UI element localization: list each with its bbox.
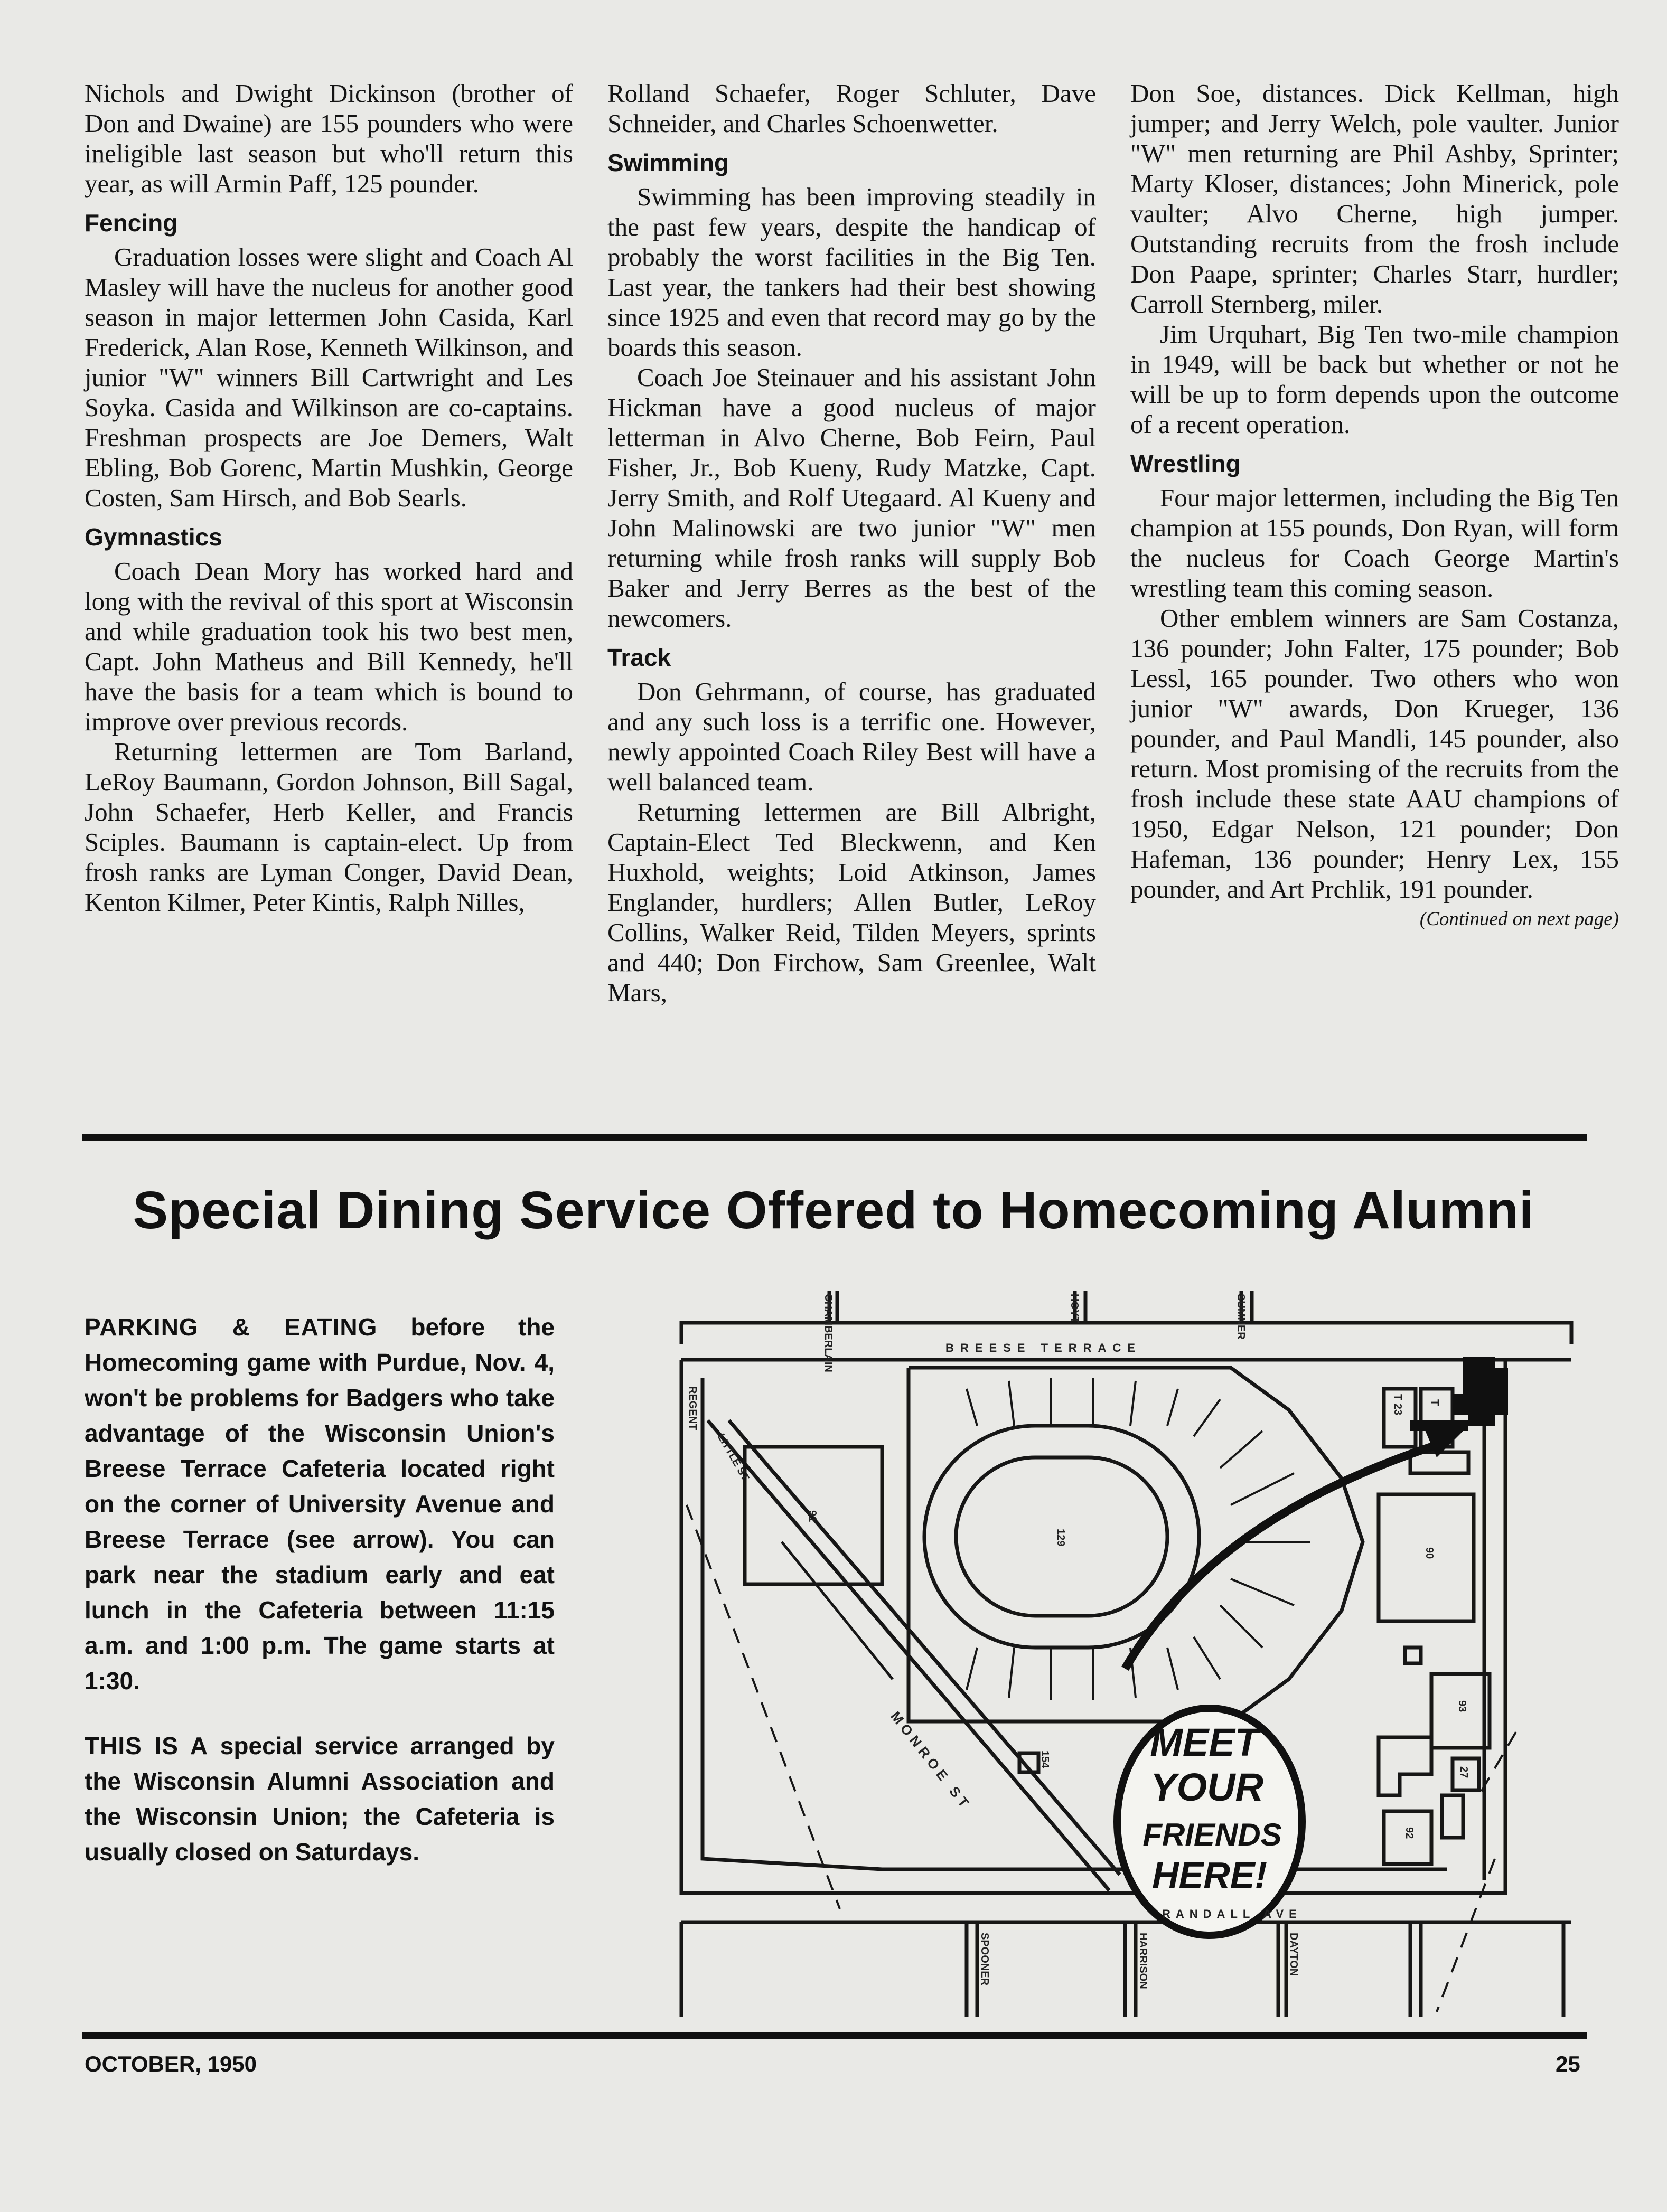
street-outline — [681, 1922, 977, 2017]
feature-sidebar — [85, 1310, 555, 1899]
section-heading-wrestling: Wrestling — [1130, 450, 1241, 477]
street-label: HARRISON — [1137, 1933, 1149, 1989]
street-outline — [1278, 1922, 1286, 2017]
lead-in: PARKING & EATING — [85, 1313, 378, 1341]
paragraph: Rolland Schaefer, Roger Schluter, Dave Schneider, and Charles Schoenwetter. — [607, 79, 1096, 138]
street-label: SPOONER — [979, 1933, 990, 1986]
street-label: LITTLE ST — [715, 1432, 752, 1483]
paragraph: Other emblem winners are Sam Costanza, 136 pounder; John Falter, 175 pounder; Bob Lessl, 165 pounder. Two others who won junior "W" awards, Don Krueger, 136 pounder, and Paul Mandli, 145 pounder, also return. Most promising of the recruits from the frosh include these state AAU champions of 1950, Edgar Nelson, 121 pounder; Don Hafeman, 136 pounder; Henry Lex, 155 pounder, and Art Prchlik, 191 pounder. — [1130, 604, 1619, 903]
paragraph: Jim Urquhart, Big Ten two-mile champion in 1949, will be back but whether or not he will be up to form depends upon the outcome of a recent operation. — [1130, 319, 1619, 439]
paragraph: Don Soe, distances. Dick Kellman, high jumper; and Jerry Welch, pole vaulter. Junior "W" men returning are Phil Ashby, Sprinter; Marty Kloser, distances; John Minerick, pole vaulter; Alvo Cherne, high jumper. Outstanding recruits from the frosh include Don Paape, sprinter; Charles Starr, hurdler; Carroll Sternberg, miler. — [1130, 79, 1619, 318]
street-outline — [1410, 1922, 1421, 2017]
building-label: T 23 — [1392, 1394, 1403, 1416]
divider-rule-top — [82, 1134, 1587, 1141]
paragraph: Graduation losses were slight and Coach Al Masley will have the nucleus for another good season in major lettermen John Casida, Karl Frederick, Alan Rose, Kenneth Wilkinson, and junior "W" winners Bill Cartwright and Les Soyka. Casida and Wilkinson are co-captains. Freshman prospects are Joe Demers, Walt Ebling, Bob Gorenc, Martin Mushkin, George Costen, Sam Hirsch, and Bob Searls. — [85, 242, 573, 512]
building-label: 93 — [1456, 1700, 1468, 1712]
feature-paragraph-2 — [85, 1728, 555, 1870]
dashed-line — [1437, 1859, 1495, 2012]
street-outline — [681, 1323, 1571, 1344]
dashed-line — [687, 1505, 840, 1909]
section-heading-fencing: Fencing — [85, 209, 178, 237]
callout-line: FRIENDS — [1142, 1817, 1282, 1852]
callout-line: HERE! — [1152, 1855, 1267, 1896]
paragraph: Returning lettermen are Tom Barland, LeRoy Baumann, Gordon Johnson, Bill Sagal, John Schaefer, Herb Keller, and Francis Sciples. Baumann is captain-elect. Up from frosh ranks are Lyman Conger, David Dean, Kenton Kilmer, Peter Kintis, Ralph Nilles, — [85, 737, 573, 917]
street-label: MONROE ST — [887, 1708, 975, 1814]
street-label: HOYT — [1069, 1294, 1080, 1323]
building-label: T — [1429, 1399, 1440, 1406]
page-number: 25 — [1556, 2051, 1580, 2076]
section-heading-swimming: Swimming — [607, 149, 729, 176]
lot-outline — [703, 1378, 1447, 1869]
building-small — [1405, 1648, 1421, 1663]
paragraph: Coach Dean Mory has worked hard and long with the revival of this sport at Wisconsin and while graduation took his two best men, Capt. John Matheus and Bill Kennedy, he'll have the basis for a team which is bound to improve over previous records. — [85, 557, 573, 736]
section-heading-track: Track — [607, 644, 671, 671]
feature-body: special service arranged by the Wisconsin Alumni Association and the Wisconsin Union; the Cafeteria is usually closed on Saturdays. — [85, 1732, 555, 1866]
paragraph: Don Gehrmann, of course, has graduated and any such loss is a terrific one. However, newly appointed Coach Riley Best will have a well balanced team. — [607, 677, 1096, 796]
building-label: 154 — [1039, 1750, 1051, 1768]
street-label: REGENT — [687, 1386, 698, 1430]
paragraph: Returning lettermen are Bill Albright, Captain-Elect Ted Bleckwenn, and Ken Huxhold, weights; Loid Atkinson, James Englander, hurdlers; Allen Butler, LeRoy Collins, Walker Reid, Tilden Meyers, sprints and 440; Don Firchow, Sam Greenlee, Walt Mars, — [607, 797, 1096, 1007]
street-label: SUMNER — [1235, 1294, 1247, 1340]
building-label: 90 — [1423, 1547, 1435, 1559]
building-small — [1442, 1795, 1463, 1838]
article-column-1 — [85, 78, 573, 917]
building-label: 129 — [1055, 1529, 1066, 1547]
paragraph: Swimming has been improving steadily in the past few years, despite the handicap of probably the worst facilities in the Big Ten. Last year, the tankers had their best showing since 1925 and even that record may go by the boards this season. — [607, 182, 1096, 362]
callout-line: MEET — [1150, 1720, 1259, 1764]
street-outline — [1125, 1922, 1136, 2017]
building-label: 91 — [807, 1510, 818, 1522]
divider-rule-bottom — [82, 2032, 1587, 2039]
lead-in: THIS IS A — [85, 1732, 209, 1759]
monroe-street — [708, 1420, 1120, 1890]
street-label: DAYTON — [1288, 1933, 1299, 1976]
paragraph: Nichols and Dwight Dickinson (brother of Don and Dwaine) are 155 pounders who were ineligible last season but who'll return this year, as will Armin Paff, 125 pounder. — [85, 79, 573, 198]
continued-note: (Continued on next page) — [1419, 908, 1619, 930]
feature-body: before the Homecoming game with Purdue, Nov. 4, won't be problems for Badgers who take advantage of the Wisconsin Union's Breese Terrace Cafeteria located right on the corner of University Avenue and Breese Terrace (see arrow). You can park near the stadium early and eat lunch in the Cafeteria between 11:15 a.m. and 1:00 p.m. The game starts at 1:30. — [85, 1313, 555, 1695]
article-column-2 — [607, 78, 1096, 1008]
monroe-street — [782, 1542, 893, 1679]
feature-paragraph-1 — [85, 1310, 555, 1699]
callout-line: YOUR — [1150, 1765, 1263, 1809]
building-label: 27 — [1458, 1766, 1469, 1778]
street-label: CHAMBERLAIN — [822, 1294, 834, 1372]
article-column-3 — [1130, 78, 1619, 934]
feature-headline: Special Dining Service Offered to Homecoming Alumni — [133, 1181, 1534, 1240]
street-label: RANDALL AVE — [1162, 1907, 1302, 1921]
building-t3 — [1379, 1737, 1431, 1795]
paragraph: Four major lettermen, including the Big Ten champion at 155 pounds, Don Ryan, will form the nucleus for Coach George Martin's wrestling team this coming season. — [1130, 483, 1619, 603]
cafeteria-building — [1453, 1357, 1508, 1426]
building-label: 92 — [1403, 1827, 1415, 1839]
section-heading-gymnastics: Gymnastics — [85, 523, 222, 551]
street-label: BREESE TERRACE — [945, 1341, 1141, 1354]
campus-map — [671, 1267, 1579, 2017]
paragraph: Coach Joe Steinauer and his assistant John Hickman have a good nucleus of major letterman in Alvo Cherne, Bob Feirn, Paul Fisher, Jr., Bob Kueny, Rudy Matzke, Capt. Jerry Smith, and Rolf Utegaard. Al Kueny and John Malinowski are two junior "W" men returning while frosh ranks will supply Bob Baker and Jerry Berres as the best of the newcomers. — [607, 363, 1096, 633]
arrow-line — [1125, 1442, 1447, 1669]
lot-outline — [681, 1360, 1505, 1893]
issue-date: OCTOBER, 1950 — [85, 2051, 257, 2076]
